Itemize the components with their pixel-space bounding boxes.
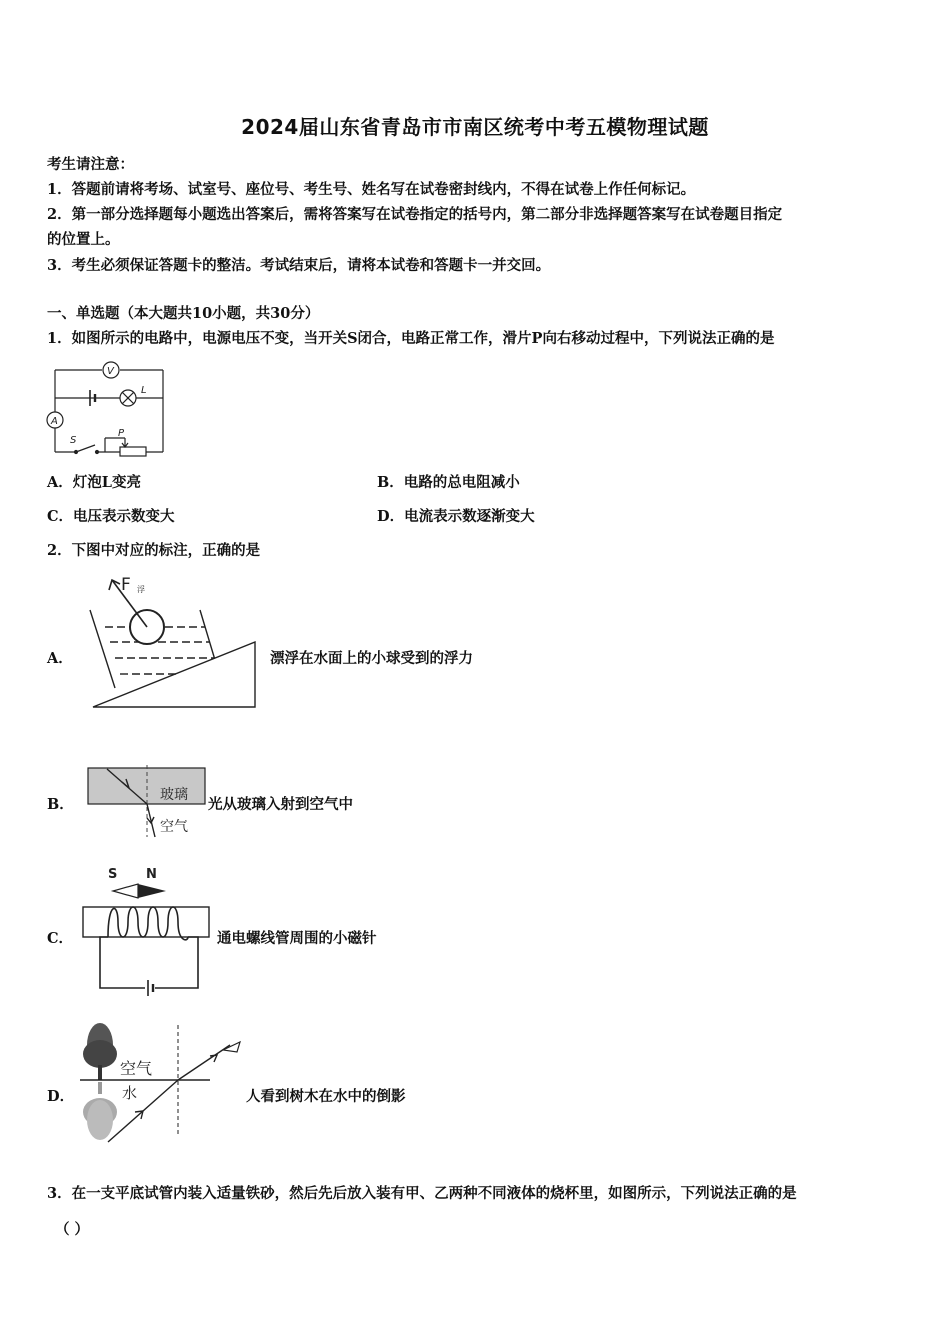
lamp-label: L <box>141 385 147 396</box>
q2-option-c-text[interactable]: 通电螺线管周围的小磁针 <box>217 930 377 947</box>
notice-item: 的位置上。 <box>47 231 120 248</box>
north-pole-label: N <box>146 867 157 882</box>
q3-stem: 3．在一支平底试管内装入适量铁砂，然后先后放入装有甲、乙两种不同液体的烧杯里，如图所示，下列说法正确的是 <box>47 1185 797 1202</box>
section-heading: 一、单选题（本大题共10小题，共30分） <box>47 305 320 322</box>
q2-option-d-letter[interactable]: D． <box>47 1088 75 1105</box>
notice-item: 1．答题前请将考场、试室号、座位号、考生号、姓名写在试卷密封线内，不得在试卷上作任何标记。 <box>47 181 696 198</box>
force-sub-label: 浮 <box>137 585 145 594</box>
q2-option-b-letter[interactable]: B． <box>47 796 74 813</box>
q2-option-b-text[interactable]: 光从玻璃入射到空气中 <box>208 796 353 813</box>
q2-stem: 2．下图中对应的标注，正确的是 <box>47 542 261 559</box>
slider-label: P <box>118 428 125 439</box>
ammeter-label: A <box>51 416 58 427</box>
q2-option-a-letter[interactable]: A． <box>47 650 73 667</box>
air-label: 空气 <box>160 819 188 835</box>
answer-paren[interactable]: （ ） <box>55 1221 90 1238</box>
q1-circuit-figure <box>45 360 170 455</box>
switch-label: S <box>70 435 77 446</box>
notice-item: 2．第一部分选择题每小题选出答案后，需将答案写在试卷指定的括号内，第二部分非选择题答案写在试卷题目指定 <box>47 206 783 223</box>
rheostat-icon <box>120 447 146 456</box>
water-label: 水 <box>122 1084 138 1102</box>
q2-option-c-figure <box>78 862 218 997</box>
q2-option-a-figure <box>85 570 265 710</box>
eye-icon <box>223 1042 240 1052</box>
q1-option-d[interactable]: D．电流表示数逐渐变大 <box>377 508 535 525</box>
glass-label: 玻璃 <box>160 787 188 803</box>
compass-needle-icon <box>113 884 138 898</box>
force-label: F <box>121 575 131 595</box>
q1-option-b[interactable]: B．电路的总电阻减小 <box>377 474 520 491</box>
q2-option-c-letter[interactable]: C． <box>47 930 74 947</box>
south-pole-label: S <box>108 867 118 882</box>
page-title: 2024届山东省青岛市市南区统考中考五模物理试题 <box>241 115 709 139</box>
q2-option-d-text[interactable]: 人看到树木在水中的倒影 <box>246 1088 406 1105</box>
q2-option-a-text[interactable]: 漂浮在水面上的小球受到的浮力 <box>270 650 473 667</box>
q2-option-b-figure <box>85 765 210 840</box>
voltmeter-label: V <box>107 366 114 377</box>
air-label: 空气 <box>120 1059 153 1078</box>
q1-stem: 1．如图所示的电路中，电源电压不变，当开关S闭合，电路正常工作，滑片P向右移动过程中，下列说法正确的是 <box>47 330 775 347</box>
notice-heading: 考生请注意： <box>47 156 134 173</box>
notice-item: 3．考生必须保证答题卡的整洁。考试结束后，请将本试卷和答题卡一并交回。 <box>47 257 551 274</box>
tree-icon <box>83 1023 117 1140</box>
q2-option-d-figure <box>75 1020 245 1145</box>
q1-option-a[interactable]: A．灯泡L变亮 <box>47 474 141 491</box>
q1-option-c[interactable]: C．电压表示数变大 <box>47 508 175 525</box>
